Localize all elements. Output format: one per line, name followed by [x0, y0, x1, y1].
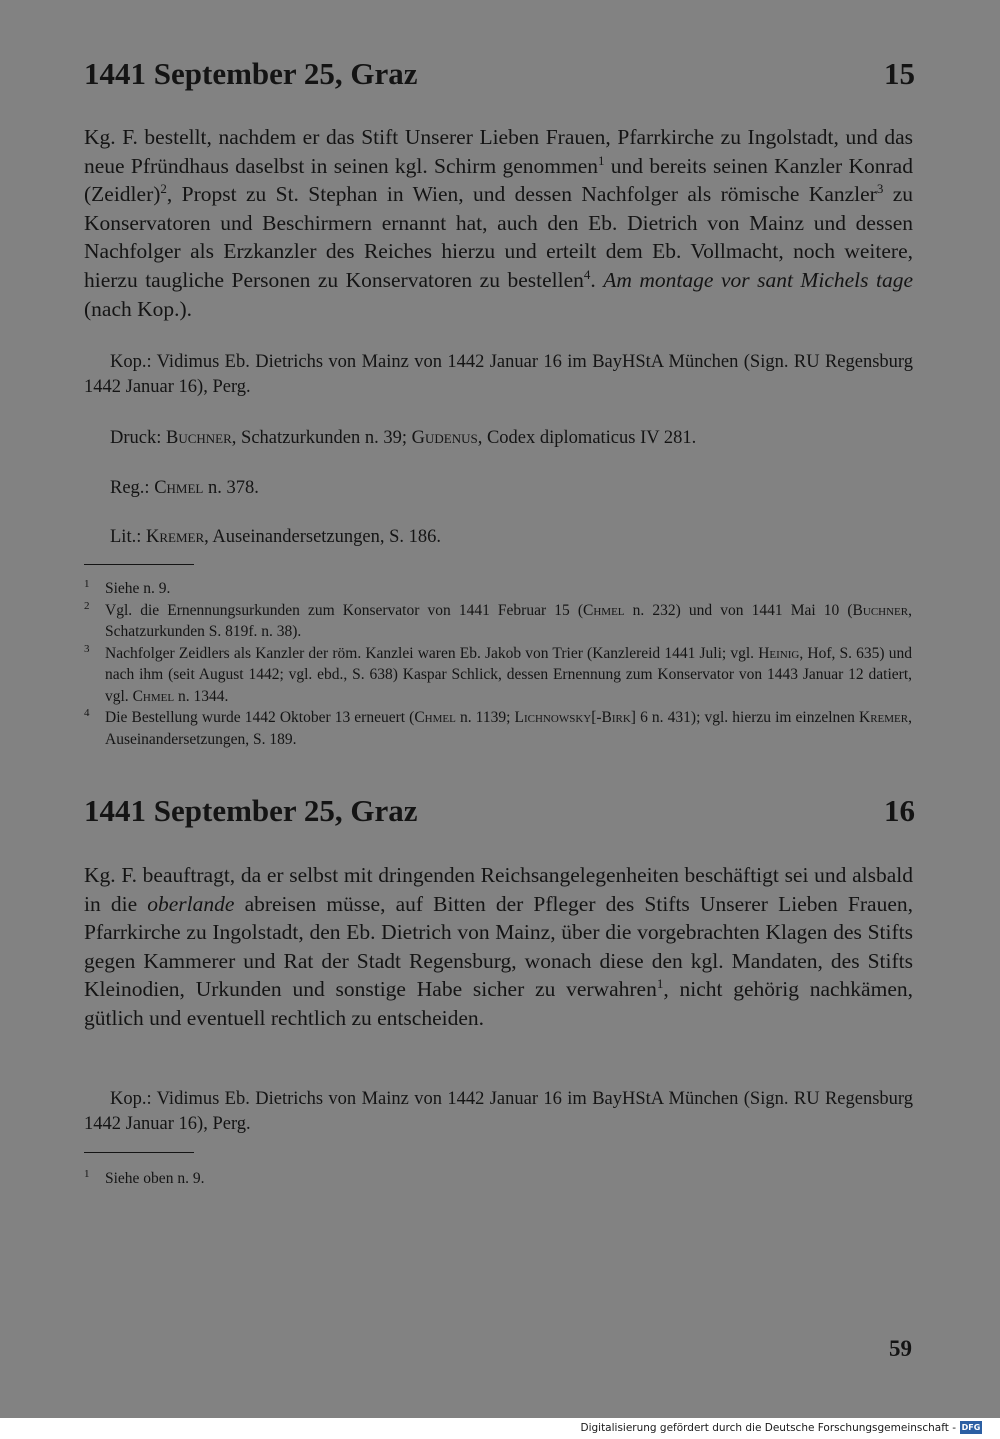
footnote-ref: 1	[598, 152, 605, 168]
footnote-text: , Schatzurkunden S. 819f. n. 38).	[105, 601, 912, 640]
footnote-ref: 3	[876, 181, 884, 197]
document-date-place: 1441 September 25, Graz	[84, 56, 418, 91]
footnote-text: Kremer	[859, 709, 909, 726]
footnote	[84, 1168, 912, 1190]
document-number: 16	[884, 793, 915, 828]
regest-text: Kg. F. bestellt, nachdem er das Stift Unserer Lieben Frauen, Pfarrkirche zu Ingolstadt, und das neue Pfründhaus daselbst in seinen kgl. Schirm genommen$^1$ und bereits seinen Kanzler Konrad (Zeidler)$^2$, Propst zu St. Stephan in Wien, und dessen Nachfolger als römische Kanzler$^3$ zu Konservatoren und Beschirmern ernannt hat, auch den Eb. Dietrich von Mainz und dessen Nachfolger als Erzkanzler des Reiches hierzu und erteilt dem Eb. Vollmacht, noch weitere, hierzu taugliche Personen zu Konservatoren zu bestellen$^4$. Am montage vor sant Michels tage (nach Kop.).	[84, 125, 914, 321]
footnote-text: Siehe n. 9.	[105, 580, 171, 597]
copy-note: Kop.: Vidimus Eb. Dietrichs von Mainz von 1442 Januar 16 im BayHStA München (Sign. RU Regensburg 1442 Januar 16), Perg.	[84, 352, 913, 397]
page-number: 59	[889, 1336, 912, 1361]
copy-note: Kop.: Vidimus Eb. Dietrichs von Mainz von 1442 Januar 16 im BayHStA München (Sign. RU Regensburg 1442 Januar 16), Perg.	[84, 1089, 913, 1134]
regest-note: Reg.: Chmel n. 378.	[110, 478, 259, 498]
footnote-divider	[84, 1152, 194, 1153]
quoted-date: Am montage vor sant Michels tage	[603, 267, 914, 292]
footnote-text: Die Bestellung wurde 1442 Oktober 13 erneuert (	[105, 709, 415, 726]
footnote-text: Chmel	[132, 687, 175, 705]
regest-text: Kg. F. beauftragt, da er selbst mit dringenden Reichsangelegenheiten beschäftigt sei und alsbald in die oberlande abreisen müsse, auf Bitten der Pfleger des Stifts Unserer Lieben Frauen, Pfarrkirche zu Ingolstadt, den Eb. Dietrich von Mainz, über die vorgebrachten Klagen des Stifts gegen Kammerer und Rat der Stadt Regensburg, wonach diese den kgl. Mandaten, des Stifts Kleinodien, Urkunden und sonstige Habe sicher zu verwahren$^1$, nicht gehörig nachkämen, gütlich und eventuell rechtlich zu entscheiden.	[84, 863, 913, 1030]
footnote	[84, 643, 912, 708]
funding-text: Digitalisierung gefördert durch die Deutsche Forschungsgemeinschaft -	[580, 1422, 956, 1434]
document-number: 15	[884, 56, 915, 91]
footnote-ref: 2	[160, 181, 167, 197]
footnote	[84, 578, 912, 600]
footnote	[84, 600, 912, 643]
footnote-text: Nachfolger Zeidlers als Kanzler der röm. Kanzlei waren Eb. Jakob von Trier (Kanzlereid 1441 Juli; vgl.	[105, 644, 759, 662]
footnote	[84, 707, 912, 750]
footnote-text: Chmel	[414, 709, 456, 726]
footnote-divider	[84, 564, 194, 565]
footnote-list	[84, 578, 912, 750]
footnote-mark: 3	[84, 642, 90, 655]
document-heading-16	[84, 793, 915, 829]
footnote-mark: 2	[84, 599, 90, 612]
footnote-text: Lichnowsky[-Birk]	[514, 709, 636, 726]
document-heading-15	[84, 56, 915, 92]
print-note: Druck: Buchner, Schatzurkunden n. 39; Gudenus, Codex diplomaticus IV 281.	[110, 428, 697, 448]
literature-note: Lit.: Kremer, Auseinandersetzungen, S. 186.	[110, 527, 442, 547]
footnote-mark: 1	[84, 578, 90, 590]
quoted-word: oberlande	[147, 891, 235, 916]
footnote-text: Buchner	[852, 601, 909, 619]
document-date-place: 1441 September 25, Graz	[84, 793, 418, 828]
footnote-text: Vgl. die Ernennungsurkunden zum Konservator von 1441 Februar 15 (	[105, 601, 584, 619]
footnote-mark: 1	[84, 1168, 90, 1180]
footnote-list	[84, 1168, 912, 1190]
footnote-text: n. 1139;	[455, 709, 515, 726]
dfg-logo: DFG	[961, 1423, 981, 1432]
footnote-ref: 1	[656, 976, 664, 992]
footnote-text: , Hof, S. 635) und nach ihm (seit August 1442; vgl. ebd., S. 638) Kaspar Schlick, dessen Ernennung zum Konservator von 1443 Januar 12 datiert, vgl.	[105, 644, 912, 705]
footnote-ref: 4	[583, 266, 591, 282]
footnote-text: n. 232) und von 1441 Mai 10 (	[624, 601, 853, 619]
footnote-text: Siehe oben n. 9.	[105, 1170, 205, 1187]
footnote-text: 6 n. 431); vgl. hierzu im einzelnen	[635, 709, 860, 726]
funding-banner	[0, 1418, 1000, 1439]
footnote-text: Heinig	[758, 644, 800, 662]
footnote-text: Chmel	[583, 601, 625, 619]
footnote-text: n. 1344.	[174, 687, 229, 705]
footnote-mark: 4	[84, 707, 90, 719]
footnote-text: , Auseinandersetzungen, S. 189.	[105, 709, 912, 748]
